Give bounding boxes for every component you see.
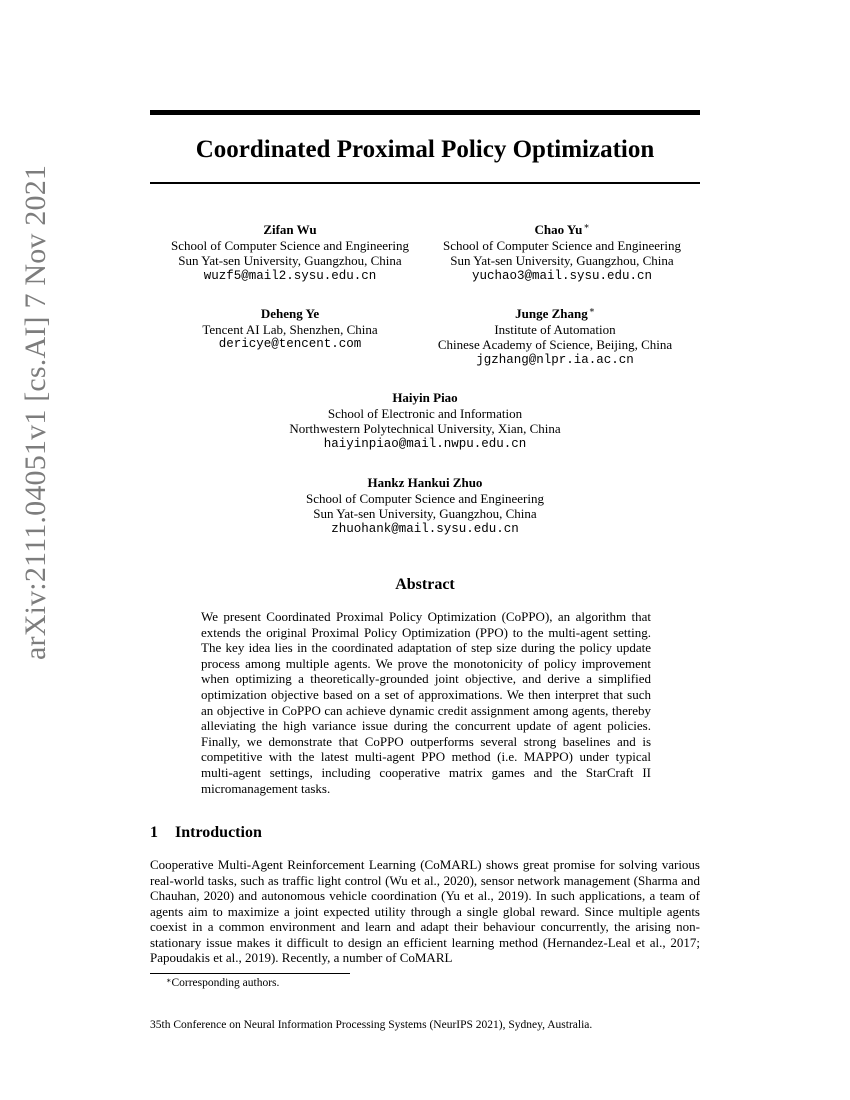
author-affiliation: School of Computer Science and Engineering [306,490,544,506]
footnote-rule [150,973,350,974]
author-affiliation: Sun Yat-sen University, Guangzhou, China [450,253,674,269]
author-affiliation: School of Electronic and Information [327,405,523,421]
section-title: Introduction [175,824,262,841]
footnote [165,976,279,990]
author-block [250,475,600,537]
author-name: Haiyin Piao [392,390,458,405]
author-name: Deheng Ye [260,306,320,321]
corresponding-mark: ∗ [583,221,590,231]
author-block [150,222,430,284]
author-name: Chao Yu∗ [534,221,590,237]
footnote-text: Corresponding authors. [171,977,280,989]
arxiv-identifier: arXiv:2111.04051v1 [cs.AI] 7 Nov 2021 [19,164,52,660]
author-affiliation: Sun Yat-sen University, Guangzhou, China [313,506,537,522]
author-block [400,306,710,368]
introduction-text: Cooperative Multi-Agent Reinforcement Learning (CoMARL) shows great promise for solving various real-world tasks, such as traffic light control (Wu et al., 2020), sensor network management (Sharma and Chauhan, 2020) and autonomous vehicle coordination (Yu et al., 2019). In such applications, a team of agents aim to maximize a joint expected utility through a single global reward. Since multiple agents coexist in a common environment and learn and adapt their behaviour concurrently, the arising non-stationary issue makes it difficult to design an efficient learning method (Hernandez-Leal et al., 2017; Papoudakis et al., 2019). Recently, a number of CoMARL [150,857,700,965]
author-affiliation: School of Computer Science and Engineering [443,237,681,253]
abstract-heading: Abstract [395,576,455,593]
corresponding-mark: ∗ [588,305,595,315]
author-email[interactable]: yuchao3@mail.sysu.edu.cn [471,268,653,283]
author-affiliation: Chinese Academy of Science, Beijing, China [437,337,673,353]
abstract-text: We present Coordinated Proximal Policy Optimization (CoPPO), an algorithm that extends the original Proximal Policy Optimization (PPO) to the multi-agent setting. The key idea lies in the coordinated adaptation of step size during the policy update process among multiple agents. We prove the monotonicity of policy improvement when optimizing a theoretically-grounded joint objective, and derive a simplified optimization objective based on a set of approximations. We then interpret that such an objective in CoPPO can achieve dynamic credit assignment among agents, thereby alleviating the high variance issue during the concurrent update of agent policies. Finally, we demonstrate that CoPPO outperforms several strong baselines and is competitive with the latest multi-agent PPO method (i.e. MAPPO) under typical multi-agent settings, including cooperative matrix games and the StarCraft II micromanagement tasks. [201,609,651,796]
author-name: Zifan Wu [263,222,317,237]
paper-title: Coordinated Proximal Policy Optimization [195,136,655,163]
author-affiliation: Northwestern Polytechnical University, Xian, China [289,421,561,437]
author-affiliation: Tencent AI Lab, Shenzhen, China [202,321,378,337]
author-name: Hankz Hankui Zhuo [367,475,483,490]
section-heading [150,823,262,843]
author-block [422,222,702,284]
conference-note: 35th Conference on Neural Information Processing Systems (NeurIPS 2021), Sydney, Australia. [150,1019,593,1031]
author-affiliation: Institute of Automation [494,321,616,337]
author-block [150,306,430,353]
author-affiliation: Sun Yat-sen University, Guangzhou, China [178,253,402,269]
author-email[interactable]: jgzhang@nlpr.ia.ac.cn [476,352,634,367]
title-top-rule [150,110,700,115]
author-email[interactable]: wuzf5@mail2.sysu.edu.cn [203,268,377,283]
author-email[interactable]: dericye@tencent.com [218,337,362,352]
author-name: Junge Zhang∗ [515,305,595,321]
section-number: 1 [150,824,158,841]
author-affiliation: School of Computer Science and Engineering [171,237,409,253]
author-block [250,390,600,452]
author-email[interactable]: zhuohank@mail.sysu.edu.cn [331,521,519,536]
title-bottom-rule [150,182,700,184]
author-email[interactable]: haiyinpiao@mail.nwpu.edu.cn [323,436,527,451]
footnote-mark: ∗ [166,976,172,985]
